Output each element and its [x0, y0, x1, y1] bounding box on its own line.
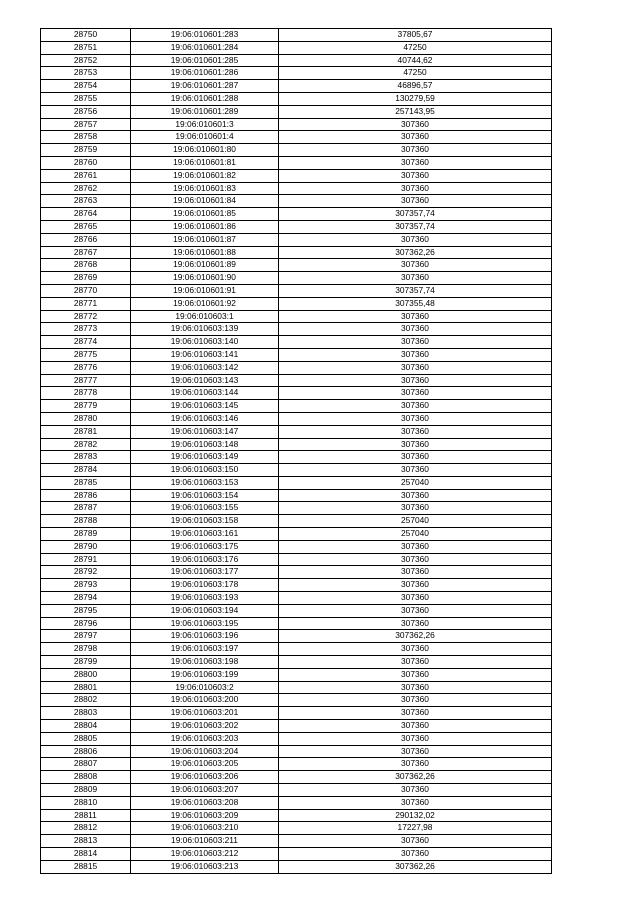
value-cell: 307357,74: [279, 208, 552, 221]
table-row: [41, 848, 552, 861]
value-cell: 307360: [279, 323, 552, 336]
value-cell: 307360: [279, 835, 552, 848]
row-number-cell: 28786: [41, 489, 131, 502]
value-cell: 307355,48: [279, 297, 552, 310]
value-cell: 307360: [279, 745, 552, 758]
value-cell: 307362,26: [279, 630, 552, 643]
table-row: [41, 707, 552, 720]
row-number-cell: 28806: [41, 745, 131, 758]
cadastral-number-cell: 19:06:010603:150: [131, 464, 279, 477]
row-number-cell: 28789: [41, 528, 131, 541]
cadastral-number-cell: 19:06:010603:2: [131, 681, 279, 694]
table-row: [41, 29, 552, 42]
table-body: [41, 29, 552, 874]
table-row: [41, 272, 552, 285]
row-number-cell: 28769: [41, 272, 131, 285]
row-number-cell: 28807: [41, 758, 131, 771]
cadastral-number-cell: 19:06:010603:211: [131, 835, 279, 848]
row-number-cell: 28768: [41, 259, 131, 272]
value-cell: 307360: [279, 540, 552, 553]
cadastral-number-cell: 19:06:010603:207: [131, 784, 279, 797]
row-number-cell: 28781: [41, 425, 131, 438]
row-number-cell: 28761: [41, 169, 131, 182]
cadastral-number-cell: 19:06:010603:201: [131, 707, 279, 720]
table-row: [41, 284, 552, 297]
cadastral-number-cell: 19:06:010601:89: [131, 259, 279, 272]
cadastral-number-cell: 19:06:010603:198: [131, 656, 279, 669]
table-row: [41, 822, 552, 835]
row-number-cell: 28777: [41, 374, 131, 387]
table-row: [41, 745, 552, 758]
row-number-cell: 28754: [41, 80, 131, 93]
value-cell: 46896,57: [279, 80, 552, 93]
row-number-cell: 28803: [41, 707, 131, 720]
row-number-cell: 28766: [41, 233, 131, 246]
value-cell: 307357,74: [279, 220, 552, 233]
row-number-cell: 28753: [41, 67, 131, 80]
cadastral-number-cell: 19:06:010601:285: [131, 54, 279, 67]
value-cell: 307360: [279, 438, 552, 451]
value-cell: 130279,59: [279, 92, 552, 105]
value-cell: 37805,67: [279, 29, 552, 42]
table-row: [41, 131, 552, 144]
row-number-cell: 28797: [41, 630, 131, 643]
cadastral-number-cell: 19:06:010603:195: [131, 617, 279, 630]
table-row: [41, 220, 552, 233]
row-number-cell: 28762: [41, 182, 131, 195]
table-row: [41, 579, 552, 592]
cadastral-number-cell: 19:06:010603:197: [131, 643, 279, 656]
cadastral-value-table: [40, 28, 552, 874]
value-cell: 257143,95: [279, 105, 552, 118]
value-cell: 307360: [279, 579, 552, 592]
value-cell: 307360: [279, 387, 552, 400]
row-number-cell: 28804: [41, 720, 131, 733]
cadastral-number-cell: 19:06:010603:194: [131, 604, 279, 617]
value-cell: 307360: [279, 156, 552, 169]
cadastral-number-cell: 19:06:010603:161: [131, 528, 279, 541]
row-number-cell: 28752: [41, 54, 131, 67]
value-cell: 47250: [279, 67, 552, 80]
table-row: [41, 860, 552, 873]
table-row: [41, 297, 552, 310]
cadastral-number-cell: 19:06:010603:155: [131, 502, 279, 515]
table-row: [41, 592, 552, 605]
table-row: [41, 259, 552, 272]
row-number-cell: 28771: [41, 297, 131, 310]
row-number-cell: 28808: [41, 771, 131, 784]
value-cell: 307360: [279, 374, 552, 387]
value-cell: 307360: [279, 502, 552, 515]
row-number-cell: 28774: [41, 336, 131, 349]
table-row: [41, 784, 552, 797]
row-number-cell: 28815: [41, 860, 131, 873]
table-row: [41, 489, 552, 502]
row-number-cell: 28757: [41, 118, 131, 131]
value-cell: 307360: [279, 720, 552, 733]
table-row: [41, 310, 552, 323]
table-row: [41, 566, 552, 579]
table-row: [41, 361, 552, 374]
row-number-cell: 28791: [41, 553, 131, 566]
value-cell: 307360: [279, 348, 552, 361]
cadastral-number-cell: 19:06:010603:141: [131, 348, 279, 361]
row-number-cell: 28785: [41, 476, 131, 489]
cadastral-number-cell: 19:06:010601:81: [131, 156, 279, 169]
value-cell: 307360: [279, 361, 552, 374]
value-cell: 307360: [279, 131, 552, 144]
cadastral-number-cell: 19:06:010603:153: [131, 476, 279, 489]
value-cell: 307360: [279, 681, 552, 694]
cadastral-number-cell: 19:06:010603:196: [131, 630, 279, 643]
table-row: [41, 720, 552, 733]
row-number-cell: 28813: [41, 835, 131, 848]
table-row: [41, 246, 552, 259]
value-cell: 307360: [279, 412, 552, 425]
value-cell: 307360: [279, 169, 552, 182]
value-cell: 307360: [279, 566, 552, 579]
value-cell: 307360: [279, 643, 552, 656]
value-cell: 307360: [279, 489, 552, 502]
cadastral-number-cell: 19:06:010603:143: [131, 374, 279, 387]
row-number-cell: 28763: [41, 195, 131, 208]
cadastral-number-cell: 19:06:010601:84: [131, 195, 279, 208]
row-number-cell: 28783: [41, 451, 131, 464]
row-number-cell: 28784: [41, 464, 131, 477]
table-row: [41, 681, 552, 694]
value-cell: 307360: [279, 604, 552, 617]
row-number-cell: 28750: [41, 29, 131, 42]
value-cell: 17227,98: [279, 822, 552, 835]
value-cell: 307360: [279, 425, 552, 438]
table-row: [41, 540, 552, 553]
table-row: [41, 92, 552, 105]
row-number-cell: 28751: [41, 41, 131, 54]
cadastral-number-cell: 19:06:010603:209: [131, 809, 279, 822]
row-number-cell: 28767: [41, 246, 131, 259]
value-cell: 307360: [279, 400, 552, 413]
table-row: [41, 195, 552, 208]
cadastral-number-cell: 19:06:010601:283: [131, 29, 279, 42]
table-row: [41, 668, 552, 681]
row-number-cell: 28790: [41, 540, 131, 553]
table-row: [41, 387, 552, 400]
table-row: [41, 515, 552, 528]
table-row: [41, 630, 552, 643]
row-number-cell: 28780: [41, 412, 131, 425]
table-row: [41, 796, 552, 809]
value-cell: 290132,02: [279, 809, 552, 822]
row-number-cell: 28778: [41, 387, 131, 400]
table-row: [41, 809, 552, 822]
row-number-cell: 28812: [41, 822, 131, 835]
value-cell: 307360: [279, 336, 552, 349]
value-cell: 307362,26: [279, 860, 552, 873]
value-cell: 307360: [279, 272, 552, 285]
cadastral-number-cell: 19:06:010601:286: [131, 67, 279, 80]
value-cell: 307360: [279, 259, 552, 272]
value-cell: 257040: [279, 476, 552, 489]
table-row: [41, 144, 552, 157]
row-number-cell: 28801: [41, 681, 131, 694]
table-row: [41, 156, 552, 169]
value-cell: 307360: [279, 707, 552, 720]
table-row: [41, 732, 552, 745]
cadastral-number-cell: 19:06:010601:287: [131, 80, 279, 93]
table-row: [41, 771, 552, 784]
value-cell: 307360: [279, 617, 552, 630]
row-number-cell: 28772: [41, 310, 131, 323]
value-cell: 257040: [279, 528, 552, 541]
table-row: [41, 118, 552, 131]
row-number-cell: 28788: [41, 515, 131, 528]
table-row: [41, 617, 552, 630]
row-number-cell: 28756: [41, 105, 131, 118]
cadastral-number-cell: 19:06:010603:145: [131, 400, 279, 413]
value-cell: 307357,74: [279, 284, 552, 297]
cadastral-number-cell: 19:06:010603:149: [131, 451, 279, 464]
table-row: [41, 374, 552, 387]
value-cell: 307360: [279, 451, 552, 464]
row-number-cell: 28770: [41, 284, 131, 297]
cadastral-number-cell: 19:06:010603:140: [131, 336, 279, 349]
value-cell: 307360: [279, 310, 552, 323]
cadastral-number-cell: 19:06:010603:203: [131, 732, 279, 745]
row-number-cell: 28779: [41, 400, 131, 413]
row-number-cell: 28795: [41, 604, 131, 617]
cadastral-number-cell: 19:06:010603:148: [131, 438, 279, 451]
cadastral-number-cell: 19:06:010601:82: [131, 169, 279, 182]
table-row: [41, 233, 552, 246]
table-row: [41, 67, 552, 80]
row-number-cell: 28792: [41, 566, 131, 579]
value-cell: 307362,26: [279, 246, 552, 259]
row-number-cell: 28775: [41, 348, 131, 361]
value-cell: 307360: [279, 144, 552, 157]
cadastral-number-cell: 19:06:010603:210: [131, 822, 279, 835]
row-number-cell: 28759: [41, 144, 131, 157]
table-row: [41, 528, 552, 541]
table-row: [41, 400, 552, 413]
cadastral-number-cell: 19:06:010603:178: [131, 579, 279, 592]
row-number-cell: 28787: [41, 502, 131, 515]
table-row: [41, 502, 552, 515]
value-cell: 307360: [279, 464, 552, 477]
table-row: [41, 41, 552, 54]
value-cell: 307360: [279, 233, 552, 246]
table-row: [41, 451, 552, 464]
table-row: [41, 323, 552, 336]
cadastral-number-cell: 19:06:010601:90: [131, 272, 279, 285]
table-row: [41, 643, 552, 656]
row-number-cell: 28760: [41, 156, 131, 169]
cadastral-number-cell: 19:06:010601:3: [131, 118, 279, 131]
row-number-cell: 28799: [41, 656, 131, 669]
cadastral-number-cell: 19:06:010603:175: [131, 540, 279, 553]
table-row: [41, 835, 552, 848]
table-row: [41, 438, 552, 451]
table-row: [41, 476, 552, 489]
row-number-cell: 28773: [41, 323, 131, 336]
value-cell: 307360: [279, 668, 552, 681]
cadastral-number-cell: 19:06:010603:177: [131, 566, 279, 579]
value-cell: 40744,62: [279, 54, 552, 67]
value-cell: 307362,26: [279, 771, 552, 784]
cadastral-number-cell: 19:06:010603:200: [131, 694, 279, 707]
table-row: [41, 412, 552, 425]
row-number-cell: 28810: [41, 796, 131, 809]
cadastral-number-cell: 19:06:010601:83: [131, 182, 279, 195]
cadastral-number-cell: 19:06:010601:284: [131, 41, 279, 54]
table-row: [41, 758, 552, 771]
cadastral-number-cell: 19:06:010603:208: [131, 796, 279, 809]
cadastral-number-cell: 19:06:010603:142: [131, 361, 279, 374]
row-number-cell: 28809: [41, 784, 131, 797]
table-row: [41, 336, 552, 349]
value-cell: 307360: [279, 182, 552, 195]
table-row: [41, 425, 552, 438]
cadastral-number-cell: 19:06:010603:212: [131, 848, 279, 861]
cadastral-number-cell: 19:06:010603:193: [131, 592, 279, 605]
row-number-cell: 28782: [41, 438, 131, 451]
value-cell: 307360: [279, 118, 552, 131]
cadastral-number-cell: 19:06:010601:289: [131, 105, 279, 118]
cadastral-number-cell: 19:06:010601:91: [131, 284, 279, 297]
cadastral-number-cell: 19:06:010603:146: [131, 412, 279, 425]
row-number-cell: 28814: [41, 848, 131, 861]
row-number-cell: 28800: [41, 668, 131, 681]
cadastral-number-cell: 19:06:010603:205: [131, 758, 279, 771]
value-cell: 307360: [279, 758, 552, 771]
cadastral-number-cell: 19:06:010603:204: [131, 745, 279, 758]
row-number-cell: 28793: [41, 579, 131, 592]
cadastral-number-cell: 19:06:010601:88: [131, 246, 279, 259]
value-cell: 47250: [279, 41, 552, 54]
table-row: [41, 169, 552, 182]
cadastral-number-cell: 19:06:010601:4: [131, 131, 279, 144]
cadastral-number-cell: 19:06:010603:147: [131, 425, 279, 438]
cadastral-number-cell: 19:06:010601:288: [131, 92, 279, 105]
table-row: [41, 80, 552, 93]
value-cell: 307360: [279, 592, 552, 605]
table-row: [41, 694, 552, 707]
cadastral-number-cell: 19:06:010603:144: [131, 387, 279, 400]
row-number-cell: 28805: [41, 732, 131, 745]
cadastral-number-cell: 19:06:010601:86: [131, 220, 279, 233]
table-row: [41, 604, 552, 617]
row-number-cell: 28776: [41, 361, 131, 374]
row-number-cell: 28755: [41, 92, 131, 105]
value-cell: 307360: [279, 195, 552, 208]
cadastral-number-cell: 19:06:010603:206: [131, 771, 279, 784]
table-row: [41, 208, 552, 221]
table-row: [41, 182, 552, 195]
cadastral-number-cell: 19:06:010601:80: [131, 144, 279, 157]
row-number-cell: 28764: [41, 208, 131, 221]
cadastral-number-cell: 19:06:010601:87: [131, 233, 279, 246]
row-number-cell: 28798: [41, 643, 131, 656]
cadastral-number-cell: 19:06:010601:85: [131, 208, 279, 221]
value-cell: 307360: [279, 848, 552, 861]
cadastral-number-cell: 19:06:010603:213: [131, 860, 279, 873]
table-row: [41, 348, 552, 361]
value-cell: 307360: [279, 694, 552, 707]
row-number-cell: 28765: [41, 220, 131, 233]
value-cell: 307360: [279, 656, 552, 669]
cadastral-number-cell: 19:06:010603:199: [131, 668, 279, 681]
cadastral-number-cell: 19:06:010603:202: [131, 720, 279, 733]
row-number-cell: 28758: [41, 131, 131, 144]
cadastral-number-cell: 19:06:010603:154: [131, 489, 279, 502]
row-number-cell: 28802: [41, 694, 131, 707]
value-cell: 307360: [279, 732, 552, 745]
value-cell: 307360: [279, 796, 552, 809]
row-number-cell: 28811: [41, 809, 131, 822]
table-row: [41, 553, 552, 566]
row-number-cell: 28794: [41, 592, 131, 605]
value-cell: 307360: [279, 784, 552, 797]
cadastral-number-cell: 19:06:010603:176: [131, 553, 279, 566]
row-number-cell: 28796: [41, 617, 131, 630]
table-row: [41, 464, 552, 477]
cadastral-number-cell: 19:06:010601:92: [131, 297, 279, 310]
value-cell: 307360: [279, 553, 552, 566]
table-row: [41, 656, 552, 669]
cadastral-number-cell: 19:06:010603:1: [131, 310, 279, 323]
value-cell: 257040: [279, 515, 552, 528]
cadastral-number-cell: 19:06:010603:139: [131, 323, 279, 336]
cadastral-number-cell: 19:06:010603:158: [131, 515, 279, 528]
table-row: [41, 54, 552, 67]
table-row: [41, 105, 552, 118]
